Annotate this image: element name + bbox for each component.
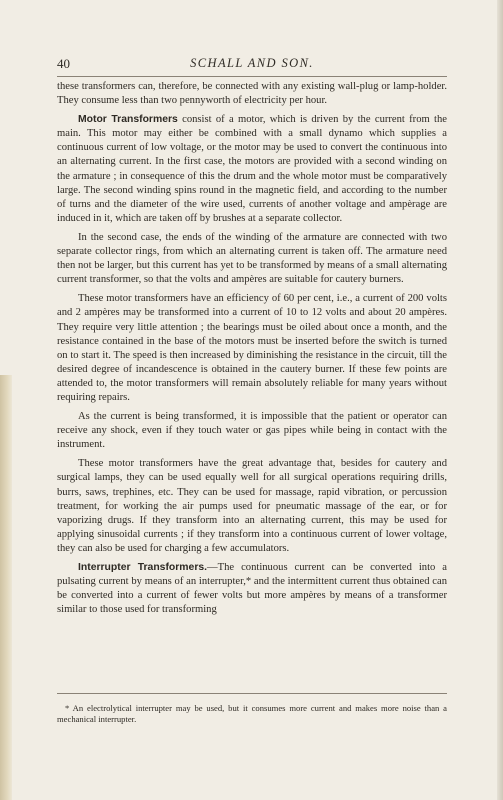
running-title: SCHALL AND SON. <box>190 56 314 70</box>
page-edge-right <box>497 0 503 800</box>
header-rule <box>57 76 447 77</box>
paragraph: As the current is being transformed, it is impossible that the patient or operator can receive any shock, even if they touch water or gas pipes while being in contact with the instrument. <box>57 411 447 451</box>
section-heading: Motor Transformers <box>78 114 178 126</box>
body-text <box>57 80 447 622</box>
page-header <box>57 56 447 76</box>
paragraph: Interrupter Transformers.—The continuous current can be converted into a pulsating current by means of an interrupter,* and the intermittent current thus obtained can be converted into a current of fewer volts but more ampères by means of a transformer similar to those used for transforming <box>57 562 447 616</box>
paragraph: Motor Transformers consist of a motor, which is driven by the current from the main. This motor may either be combined with a small dynamo which supplies a continuous current of low voltage, or the motor may be used to convert the continuous into an alternating current. In the first case, the motors are provided with a second winding on the armature ; in consequence of this the drum and the whole motor must be comparatively large. The second winding spins round in the magnetic field, and according to the number of turns and the diameter of the wire used, currents of another voltage and ampèrage are induced in it, which are taken off by brushes at a separate collector. <box>57 114 447 224</box>
section-heading: Interrupter Transformers. <box>78 562 208 573</box>
paragraph: these transformers can, therefore, be connected with any existing wall-plug or lamp-holder. They consume less than two pennyworth of electricity per hour. <box>57 81 447 107</box>
paragraph: These motor transformers have an efficiency of 60 per cent, i.e., a current of 200 volts and 2 ampères may be transformed into a current of 10 to 12 volts and about 20 ampères. They require very little attention ; the bearings must be oiled about once a month, and the resistance contained in the base of the motors must be inserted before the switch is turned on to start it. The speed is then increased by diminishing the resistance in the circuit, till the desired degree of incandescence is obtained in the cautery burner. If these few points are attended to, the motor transformers will remain absolutely reliable for many years without requiring repairs. <box>57 293 447 403</box>
footnote-rule <box>57 693 447 694</box>
paragraph: In the second case, the ends of the winding of the armature are connected with two separate collector rings, from which an alternating current is taken off. The armature need then not be larger, but this current has yet to be transformed by means of a small alternating current transformer, so that the volts and ampères are suitable for cautery burners. <box>57 231 447 286</box>
page-number: 40 <box>57 56 70 71</box>
page-edge-shadow <box>0 375 12 800</box>
paragraph: These motor transformers have the great advantage that, besides for cautery and surgical lamps, they can be used equally well for all surgical operations requiring drills, burrs, saws, trephines, etc. They can be used for massage, rapid vibration, or percussion treatment, for working the air pumps used for pneumatic massage of the ear, or for vaporizing drugs. If they transform into an alternating current, this may be used for applying sinusoidal currents ; if they transform into a continuous current of lower voltage, they can also be used for charging a few accumulators. <box>57 458 447 554</box>
footnote: * An electrolytical interrupter may be used, but it consumes more current and makes more noise than a mechanical interrupter. <box>57 703 447 724</box>
